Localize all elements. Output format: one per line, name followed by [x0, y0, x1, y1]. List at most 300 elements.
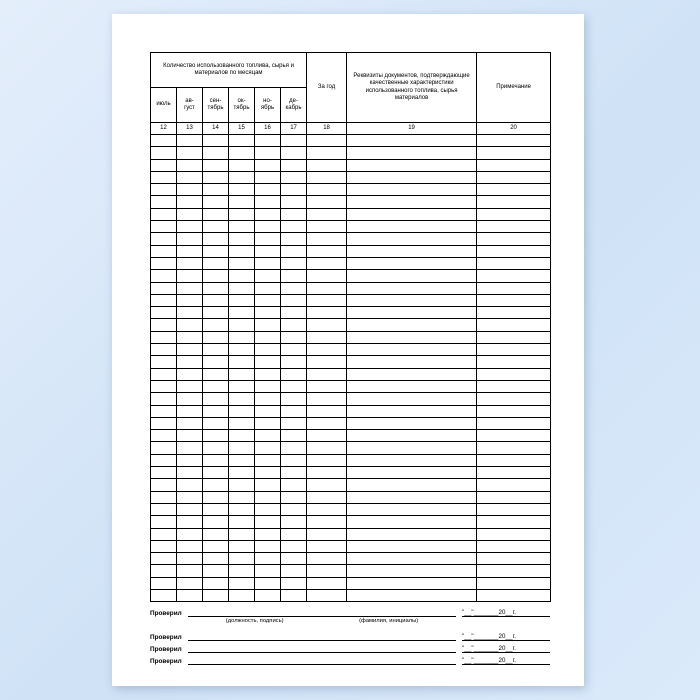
table-cell[interactable]	[255, 589, 281, 601]
table-cell[interactable]	[229, 135, 255, 147]
table-cell[interactable]	[307, 159, 347, 171]
table-cell[interactable]	[151, 565, 177, 577]
table-row[interactable]	[151, 491, 551, 503]
table-cell[interactable]	[203, 430, 229, 442]
table-cell[interactable]	[477, 233, 551, 245]
table-cell[interactable]	[255, 368, 281, 380]
table-cell[interactable]	[203, 540, 229, 552]
table-row[interactable]	[151, 503, 551, 515]
table-cell[interactable]	[255, 184, 281, 196]
table-cell[interactable]	[281, 417, 307, 429]
table-cell[interactable]	[281, 430, 307, 442]
table-cell[interactable]	[347, 491, 477, 503]
table-row[interactable]	[151, 159, 551, 171]
table-cell[interactable]	[151, 503, 177, 515]
table-cell[interactable]	[151, 368, 177, 380]
table-cell[interactable]	[255, 454, 281, 466]
table-cell[interactable]	[477, 344, 551, 356]
table-cell[interactable]	[203, 503, 229, 515]
table-cell[interactable]	[347, 319, 477, 331]
table-cell[interactable]	[347, 245, 477, 257]
table-row[interactable]	[151, 135, 551, 147]
table-cell[interactable]	[151, 491, 177, 503]
table-cell[interactable]	[307, 356, 347, 368]
table-cell[interactable]	[203, 405, 229, 417]
table-cell[interactable]	[177, 577, 203, 589]
table-cell[interactable]	[203, 245, 229, 257]
table-cell[interactable]	[229, 430, 255, 442]
table-cell[interactable]	[281, 208, 307, 220]
table-row[interactable]	[151, 331, 551, 343]
table-cell[interactable]	[477, 553, 551, 565]
table-cell[interactable]	[307, 257, 347, 269]
table-cell[interactable]	[151, 454, 177, 466]
table-cell[interactable]	[347, 540, 477, 552]
table-cell[interactable]	[347, 430, 477, 442]
table-cell[interactable]	[347, 221, 477, 233]
table-cell[interactable]	[307, 221, 347, 233]
table-row[interactable]	[151, 282, 551, 294]
table-cell[interactable]	[307, 442, 347, 454]
table-cell[interactable]	[281, 380, 307, 392]
table-cell[interactable]	[255, 257, 281, 269]
table-cell[interactable]	[177, 184, 203, 196]
signature-line-2[interactable]	[188, 631, 456, 641]
table-cell[interactable]	[307, 307, 347, 319]
table-cell[interactable]	[177, 147, 203, 159]
table-cell[interactable]	[229, 331, 255, 343]
table-cell[interactable]	[151, 184, 177, 196]
table-row[interactable]	[151, 516, 551, 528]
table-cell[interactable]	[229, 270, 255, 282]
table-cell[interactable]	[255, 516, 281, 528]
table-row[interactable]	[151, 368, 551, 380]
table-cell[interactable]	[151, 319, 177, 331]
table-cell[interactable]	[255, 577, 281, 589]
table-cell[interactable]	[477, 208, 551, 220]
table-cell[interactable]	[477, 368, 551, 380]
table-cell[interactable]	[307, 208, 347, 220]
table-cell[interactable]	[177, 282, 203, 294]
table-cell[interactable]	[229, 380, 255, 392]
table-cell[interactable]	[229, 257, 255, 269]
table-cell[interactable]	[177, 171, 203, 183]
table-cell[interactable]	[203, 589, 229, 601]
signature-line-3[interactable]	[188, 643, 456, 653]
table-cell[interactable]	[281, 344, 307, 356]
table-cell[interactable]	[203, 294, 229, 306]
table-cell[interactable]	[281, 479, 307, 491]
table-cell[interactable]	[151, 430, 177, 442]
table-cell[interactable]	[151, 356, 177, 368]
table-cell[interactable]	[177, 380, 203, 392]
table-row[interactable]	[151, 233, 551, 245]
table-cell[interactable]	[255, 233, 281, 245]
table-cell[interactable]	[229, 368, 255, 380]
table-cell[interactable]	[255, 479, 281, 491]
table-cell[interactable]	[229, 307, 255, 319]
table-cell[interactable]	[255, 344, 281, 356]
table-cell[interactable]	[177, 393, 203, 405]
signature-date-3[interactable]: "__"_______20__г.	[462, 643, 550, 653]
table-cell[interactable]	[347, 208, 477, 220]
table-cell[interactable]	[307, 319, 347, 331]
table-row[interactable]	[151, 393, 551, 405]
table-cell[interactable]	[203, 282, 229, 294]
table-cell[interactable]	[229, 282, 255, 294]
table-cell[interactable]	[177, 479, 203, 491]
table-cell[interactable]	[203, 454, 229, 466]
table-row[interactable]	[151, 417, 551, 429]
table-cell[interactable]	[281, 393, 307, 405]
table-cell[interactable]	[255, 307, 281, 319]
table-cell[interactable]	[255, 294, 281, 306]
table-cell[interactable]	[477, 135, 551, 147]
table-cell[interactable]	[255, 393, 281, 405]
table-cell[interactable]	[203, 135, 229, 147]
table-cell[interactable]	[151, 553, 177, 565]
table-cell[interactable]	[255, 356, 281, 368]
table-cell[interactable]	[229, 467, 255, 479]
table-cell[interactable]	[347, 344, 477, 356]
table-cell[interactable]	[255, 245, 281, 257]
table-row[interactable]	[151, 540, 551, 552]
table-cell[interactable]	[151, 196, 177, 208]
table-cell[interactable]	[281, 577, 307, 589]
table-cell[interactable]	[347, 442, 477, 454]
signature-row-1[interactable]	[150, 606, 550, 617]
table-cell[interactable]	[151, 417, 177, 429]
table-cell[interactable]	[477, 503, 551, 515]
table-cell[interactable]	[347, 282, 477, 294]
table-cell[interactable]	[347, 577, 477, 589]
table-cell[interactable]	[177, 344, 203, 356]
table-cell[interactable]	[151, 540, 177, 552]
table-cell[interactable]	[347, 294, 477, 306]
table-cell[interactable]	[281, 319, 307, 331]
table-cell[interactable]	[229, 356, 255, 368]
table-cell[interactable]	[229, 405, 255, 417]
table-cell[interactable]	[307, 503, 347, 515]
table-cell[interactable]	[229, 540, 255, 552]
table-cell[interactable]	[281, 356, 307, 368]
table-cell[interactable]	[347, 331, 477, 343]
table-cell[interactable]	[177, 454, 203, 466]
table-cell[interactable]	[477, 589, 551, 601]
table-cell[interactable]	[477, 577, 551, 589]
table-cell[interactable]	[307, 270, 347, 282]
table-cell[interactable]	[307, 565, 347, 577]
table-cell[interactable]	[281, 159, 307, 171]
table-cell[interactable]	[477, 393, 551, 405]
table-row[interactable]	[151, 454, 551, 466]
table-cell[interactable]	[151, 331, 177, 343]
table-cell[interactable]	[177, 135, 203, 147]
table-cell[interactable]	[229, 479, 255, 491]
signature-row-2[interactable]	[150, 630, 550, 641]
table-cell[interactable]	[477, 491, 551, 503]
table-cell[interactable]	[307, 528, 347, 540]
table-row[interactable]	[151, 589, 551, 601]
table-cell[interactable]	[229, 159, 255, 171]
table-cell[interactable]	[347, 589, 477, 601]
table-cell[interactable]	[151, 245, 177, 257]
table-cell[interactable]	[229, 393, 255, 405]
table-cell[interactable]	[307, 233, 347, 245]
table-cell[interactable]	[203, 479, 229, 491]
table-cell[interactable]	[203, 147, 229, 159]
table-cell[interactable]	[151, 135, 177, 147]
table-cell[interactable]	[307, 135, 347, 147]
table-cell[interactable]	[203, 356, 229, 368]
table-cell[interactable]	[477, 319, 551, 331]
table-cell[interactable]	[477, 442, 551, 454]
table-cell[interactable]	[307, 577, 347, 589]
table-cell[interactable]	[177, 503, 203, 515]
table-cell[interactable]	[255, 319, 281, 331]
table-cell[interactable]	[177, 442, 203, 454]
table-row[interactable]	[151, 171, 551, 183]
table-cell[interactable]	[203, 307, 229, 319]
table-cell[interactable]	[307, 405, 347, 417]
table-cell[interactable]	[151, 467, 177, 479]
table-cell[interactable]	[229, 589, 255, 601]
table-cell[interactable]	[203, 516, 229, 528]
table-cell[interactable]	[255, 221, 281, 233]
table-cell[interactable]	[255, 147, 281, 159]
table-cell[interactable]	[203, 159, 229, 171]
signature-date-4[interactable]: "__"_______20__г.	[462, 655, 550, 665]
table-cell[interactable]	[151, 528, 177, 540]
table-cell[interactable]	[151, 589, 177, 601]
table-cell[interactable]	[281, 147, 307, 159]
table-cell[interactable]	[307, 479, 347, 491]
table-row[interactable]	[151, 294, 551, 306]
table-cell[interactable]	[203, 565, 229, 577]
table-cell[interactable]	[151, 294, 177, 306]
table-cell[interactable]	[307, 171, 347, 183]
table-row[interactable]	[151, 528, 551, 540]
table-cell[interactable]	[281, 491, 307, 503]
table-cell[interactable]	[281, 135, 307, 147]
table-cell[interactable]	[347, 516, 477, 528]
table-cell[interactable]	[229, 516, 255, 528]
table-cell[interactable]	[203, 491, 229, 503]
table-cell[interactable]	[229, 184, 255, 196]
table-row[interactable]	[151, 245, 551, 257]
table-cell[interactable]	[477, 356, 551, 368]
table-cell[interactable]	[151, 233, 177, 245]
table-cell[interactable]	[477, 257, 551, 269]
table-cell[interactable]	[229, 344, 255, 356]
table-row[interactable]	[151, 479, 551, 491]
table-cell[interactable]	[281, 516, 307, 528]
table-cell[interactable]	[307, 147, 347, 159]
signature-date-2[interactable]: "__"_______20__г.	[462, 631, 550, 641]
table-cell[interactable]	[255, 442, 281, 454]
table-cell[interactable]	[203, 368, 229, 380]
table-cell[interactable]	[347, 135, 477, 147]
table-cell[interactable]	[177, 294, 203, 306]
table-cell[interactable]	[255, 553, 281, 565]
table-row[interactable]	[151, 344, 551, 356]
table-cell[interactable]	[177, 405, 203, 417]
table-cell[interactable]	[347, 368, 477, 380]
table-cell[interactable]	[477, 331, 551, 343]
table-cell[interactable]	[177, 257, 203, 269]
table-cell[interactable]	[477, 294, 551, 306]
table-cell[interactable]	[281, 257, 307, 269]
table-cell[interactable]	[477, 528, 551, 540]
table-cell[interactable]	[151, 171, 177, 183]
table-cell[interactable]	[203, 442, 229, 454]
table-cell[interactable]	[177, 589, 203, 601]
table-cell[interactable]	[151, 208, 177, 220]
table-cell[interactable]	[177, 245, 203, 257]
table-cell[interactable]	[477, 159, 551, 171]
table-cell[interactable]	[203, 319, 229, 331]
table-cell[interactable]	[203, 553, 229, 565]
table-cell[interactable]	[307, 344, 347, 356]
table-row[interactable]	[151, 442, 551, 454]
table-cell[interactable]	[281, 184, 307, 196]
table-cell[interactable]	[307, 294, 347, 306]
table-cell[interactable]	[281, 540, 307, 552]
table-cell[interactable]	[347, 565, 477, 577]
table-cell[interactable]	[177, 540, 203, 552]
table-cell[interactable]	[347, 356, 477, 368]
table-cell[interactable]	[281, 553, 307, 565]
table-cell[interactable]	[477, 565, 551, 577]
table-cell[interactable]	[177, 417, 203, 429]
table-cell[interactable]	[477, 380, 551, 392]
table-cell[interactable]	[255, 528, 281, 540]
table-cell[interactable]	[347, 479, 477, 491]
table-cell[interactable]	[203, 270, 229, 282]
table-cell[interactable]	[229, 196, 255, 208]
table-cell[interactable]	[307, 184, 347, 196]
table-cell[interactable]	[281, 528, 307, 540]
table-cell[interactable]	[477, 454, 551, 466]
table-cell[interactable]	[151, 516, 177, 528]
table-cell[interactable]	[307, 380, 347, 392]
table-cell[interactable]	[177, 319, 203, 331]
signature-line-1[interactable]	[188, 607, 456, 617]
table-cell[interactable]	[281, 331, 307, 343]
table-cell[interactable]	[477, 184, 551, 196]
table-row[interactable]	[151, 467, 551, 479]
table-row[interactable]	[151, 196, 551, 208]
table-cell[interactable]	[203, 221, 229, 233]
table-cell[interactable]	[477, 516, 551, 528]
table-cell[interactable]	[229, 319, 255, 331]
table-cell[interactable]	[151, 380, 177, 392]
table-cell[interactable]	[177, 491, 203, 503]
table-cell[interactable]	[151, 282, 177, 294]
table-cell[interactable]	[477, 479, 551, 491]
table-cell[interactable]	[177, 430, 203, 442]
table-cell[interactable]	[203, 577, 229, 589]
table-cell[interactable]	[255, 405, 281, 417]
table-cell[interactable]	[307, 540, 347, 552]
table-cell[interactable]	[477, 405, 551, 417]
table-cell[interactable]	[203, 528, 229, 540]
table-cell[interactable]	[255, 430, 281, 442]
table-cell[interactable]	[347, 147, 477, 159]
table-cell[interactable]	[281, 282, 307, 294]
table-cell[interactable]	[477, 245, 551, 257]
table-cell[interactable]	[151, 577, 177, 589]
table-cell[interactable]	[203, 196, 229, 208]
table-cell[interactable]	[307, 368, 347, 380]
table-cell[interactable]	[281, 294, 307, 306]
table-cell[interactable]	[255, 135, 281, 147]
table-cell[interactable]	[255, 417, 281, 429]
table-row[interactable]	[151, 270, 551, 282]
table-cell[interactable]	[151, 257, 177, 269]
table-cell[interactable]	[307, 589, 347, 601]
table-cell[interactable]	[151, 147, 177, 159]
table-cell[interactable]	[347, 159, 477, 171]
table-cell[interactable]	[347, 454, 477, 466]
table-cell[interactable]	[307, 454, 347, 466]
table-row[interactable]	[151, 257, 551, 269]
table-cell[interactable]	[281, 467, 307, 479]
table-cell[interactable]	[281, 233, 307, 245]
table-cell[interactable]	[307, 417, 347, 429]
table-cell[interactable]	[151, 307, 177, 319]
table-cell[interactable]	[307, 553, 347, 565]
table-cell[interactable]	[281, 565, 307, 577]
table-cell[interactable]	[477, 147, 551, 159]
table-cell[interactable]	[203, 344, 229, 356]
table-cell[interactable]	[347, 307, 477, 319]
table-cell[interactable]	[307, 430, 347, 442]
table-cell[interactable]	[229, 147, 255, 159]
table-cell[interactable]	[281, 368, 307, 380]
table-cell[interactable]	[477, 196, 551, 208]
signature-date-1[interactable]: "__"_______20__г.	[462, 607, 550, 617]
table-cell[interactable]	[229, 454, 255, 466]
table-cell[interactable]	[177, 307, 203, 319]
table-cell[interactable]	[255, 467, 281, 479]
table-cell[interactable]	[477, 540, 551, 552]
table-cell[interactable]	[347, 417, 477, 429]
table-cell[interactable]	[151, 479, 177, 491]
table-cell[interactable]	[255, 171, 281, 183]
table-cell[interactable]	[347, 380, 477, 392]
table-row[interactable]	[151, 565, 551, 577]
table-row[interactable]	[151, 307, 551, 319]
table-cell[interactable]	[177, 565, 203, 577]
table-cell[interactable]	[229, 417, 255, 429]
table-cell[interactable]	[347, 467, 477, 479]
table-cell[interactable]	[151, 442, 177, 454]
table-cell[interactable]	[347, 184, 477, 196]
table-cell[interactable]	[229, 294, 255, 306]
table-cell[interactable]	[177, 528, 203, 540]
table-cell[interactable]	[347, 503, 477, 515]
table-cell[interactable]	[307, 491, 347, 503]
table-cell[interactable]	[477, 430, 551, 442]
table-cell[interactable]	[347, 270, 477, 282]
table-row[interactable]	[151, 577, 551, 589]
table-cell[interactable]	[177, 233, 203, 245]
table-cell[interactable]	[229, 171, 255, 183]
table-cell[interactable]	[177, 467, 203, 479]
table-cell[interactable]	[477, 171, 551, 183]
table-cell[interactable]	[229, 245, 255, 257]
